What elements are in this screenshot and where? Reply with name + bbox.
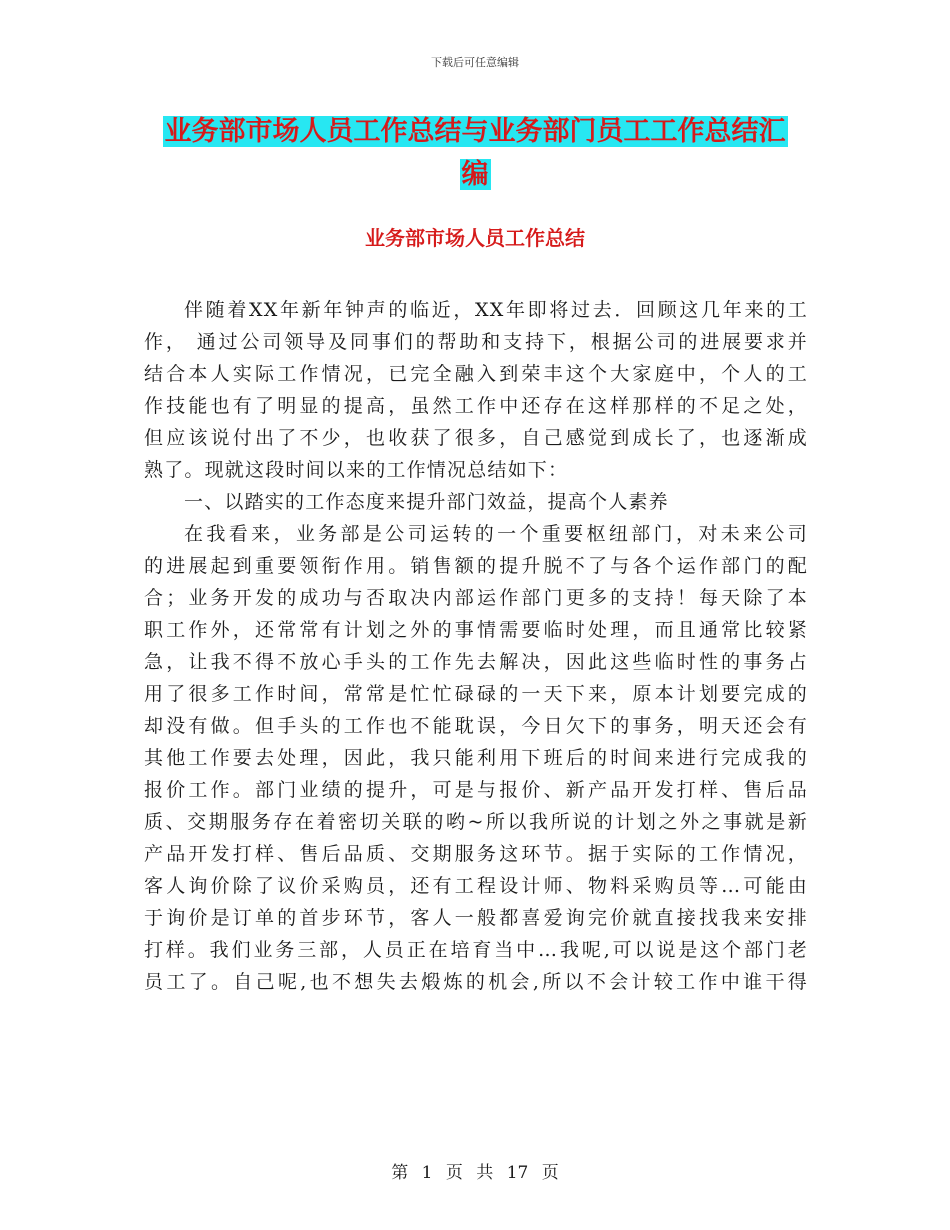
subsection-heading: 一、以踏实的工作态度来提升部门效益，提高个人素养 bbox=[184, 491, 669, 513]
document-title-line-1: 业务部市场人员工作总结与业务部门员工工作总结汇 bbox=[164, 116, 786, 147]
paragraph-line: 用了很多工作时间，常常是忙忙碌碌的一天下来，原本计划要完成的 bbox=[144, 683, 808, 705]
document-title-line-2: 编 bbox=[461, 159, 489, 190]
paragraph-line: 员工了。自己呢,也不想失去煅炼的机会,所以不会计较工作中谁干得 bbox=[144, 971, 808, 993]
paragraph-line: 其他工作要去处理，因此，我只能利用下班后的时间来进行完成我的 bbox=[144, 747, 808, 769]
page-label: 第 bbox=[391, 1163, 409, 1183]
paragraph-line: 熟了。现就这段时间以来的工作情况总结如下： bbox=[144, 459, 569, 481]
paragraph-line: 结合本人实际工作情况，已完全融入到荣丰这个大家庭中，个人的工 bbox=[144, 363, 808, 385]
paragraph-line: 但应该说付出了不少，也收获了很多，自己感觉到成长了，也逐渐成 bbox=[144, 427, 808, 449]
paragraph-line: 作技能也有了明显的提高，虽然工作中还存在这样那样的不足之处， bbox=[144, 395, 808, 417]
paragraph-line: 伴随着XX年新年钟声的临近，XX年即将过去．回顾这几年来的工 bbox=[184, 299, 808, 321]
page-number: 1 bbox=[421, 1163, 433, 1183]
body-text bbox=[144, 294, 808, 998]
total-pages: 17 bbox=[506, 1163, 529, 1183]
paragraph-line: 产品开发打样、售后品质、交期服务这环节。据于实际的工作情况， bbox=[144, 843, 808, 865]
total-label: 共 bbox=[476, 1163, 494, 1183]
paragraph-line: 质、交期服务存在着密切关联的哟~所以我所说的计划之外之事就是新 bbox=[144, 811, 808, 833]
paragraph-line: 打样。我们业务三部，人员正在培育当中…我呢,可以说是这个部门老 bbox=[144, 939, 808, 961]
total-unit: 页 bbox=[541, 1163, 559, 1183]
page-footer bbox=[0, 1158, 950, 1183]
paragraph-line: 作， 通过公司领导及同事们的帮助和支持下，根据公司的进展要求并 bbox=[144, 331, 808, 353]
document-title bbox=[140, 110, 810, 196]
paragraph-line: 客人询价除了议价采购员，还有工程设计师、物料采购员等…可能由 bbox=[144, 875, 808, 897]
paragraph-line: 急，让我不得不放心手头的工作先去解决，因此这些临时性的事务占 bbox=[144, 651, 808, 673]
paragraph-line: 却没有做。但手头的工作也不能耽误，今日欠下的事务，明天还会有 bbox=[144, 715, 808, 737]
page-unit: 页 bbox=[445, 1163, 463, 1183]
paragraph-line: 职工作外，还常常有计划之外的事情需要临时处理，而且通常比较紧 bbox=[144, 619, 808, 641]
paragraph-line: 报价工作。部门业绩的提升，可是与报价、新产品开发打样、售后品 bbox=[144, 779, 808, 801]
paragraph-line: 于询价是订单的首步环节，客人一般都喜爱询完价就直接找我来安排 bbox=[144, 907, 808, 929]
section-title: 业务部市场人员工作总结 bbox=[365, 226, 585, 250]
paragraph-line: 在我看来，业务部是公司运转的一个重要枢纽部门，对未来公司 bbox=[184, 523, 808, 545]
paragraph-line: 合；业务开发的成功与否取决内部运作部门更多的支持！每天除了本 bbox=[144, 587, 808, 609]
paragraph-line: 的进展起到重要领衔作用。销售额的提升脱不了与各个运作部门的配 bbox=[144, 555, 808, 577]
header-note: 下载后可任意编辑 bbox=[431, 56, 519, 69]
